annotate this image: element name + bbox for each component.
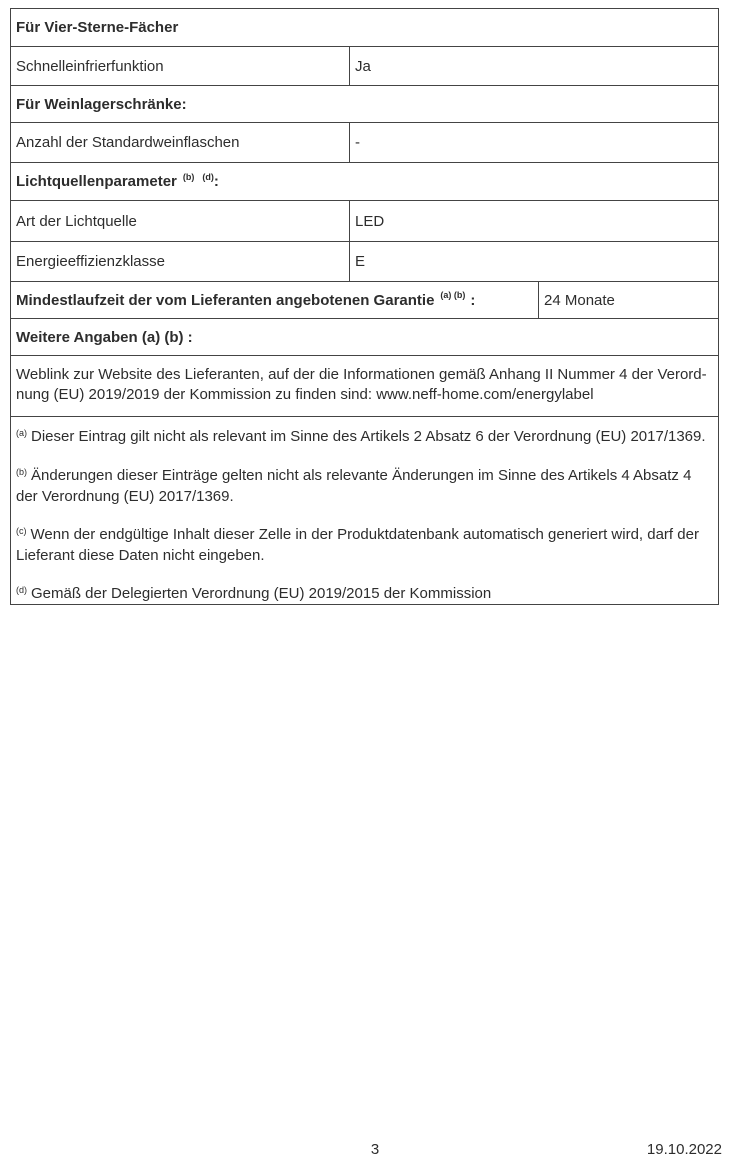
page-footer bbox=[0, 1141, 750, 1161]
table-row bbox=[11, 282, 718, 319]
row-label-colon: : bbox=[470, 291, 476, 309]
row-label: Art der Lichtquelle bbox=[11, 201, 350, 241]
table-row bbox=[11, 123, 718, 163]
product-data-table bbox=[10, 8, 719, 605]
row-value: E bbox=[355, 253, 366, 270]
table-row-footnotes bbox=[11, 417, 718, 604]
table-row-text bbox=[11, 356, 718, 417]
footnote bbox=[16, 584, 710, 605]
page-number: 3 bbox=[370, 1141, 380, 1158]
row-label-text: Mindestlaufzeit der vom Lieferanten angebotenen Garantie bbox=[16, 291, 435, 309]
row-label: Schnelleinfrierfunktion bbox=[11, 47, 350, 85]
row-label: Energieeffizienzklasse bbox=[11, 242, 350, 281]
footnote-marker: (b) bbox=[16, 467, 27, 477]
table-row bbox=[11, 47, 718, 86]
footnote-marker: (d) bbox=[16, 585, 27, 595]
footer-date: 19.10.2022 bbox=[646, 1141, 722, 1158]
footnote-text: Dieser Eintrag gilt nicht als relevant im Sinne des Artikels 2 Absatz 6 der Verordnung (EU) 2017/1369. bbox=[31, 428, 706, 445]
footnote-ref: (d) bbox=[202, 171, 214, 182]
table-row-section bbox=[11, 9, 718, 47]
table-row bbox=[11, 242, 718, 282]
footnote-text: Wenn der endgültige Inhalt dieser Zelle in der Produktdatenbank automatisch generiert wird, darf der Lieferant diese Daten nicht eingeben. bbox=[16, 526, 699, 564]
footnote bbox=[16, 466, 710, 507]
footnote bbox=[16, 525, 710, 566]
row-value: 24 Monate bbox=[544, 291, 615, 309]
row-label: Anzahl der Standardweinflaschen bbox=[11, 123, 350, 162]
footnote bbox=[16, 427, 710, 448]
section-header-colon: : bbox=[213, 173, 219, 190]
section-header: Für Vier-Sterne-Fächer bbox=[16, 19, 179, 36]
footnote-marker: (c) bbox=[16, 526, 27, 536]
table-row-section bbox=[11, 163, 718, 201]
weblink-paragraph: Weblink zur Website des Lieferanten, auf der die Informationen gemäß Anhang II Nummer 4 der Verordnung (EU) 2019/2019 der Kommission zu finden sind: www.neff-home.com/energylabel bbox=[16, 366, 707, 403]
table-row bbox=[11, 201, 718, 242]
footnote-ref: (a) (b) bbox=[440, 290, 466, 300]
row-value: - bbox=[355, 134, 360, 151]
footnote-ref: (b) bbox=[182, 171, 195, 182]
row-value: LED bbox=[355, 212, 385, 230]
section-header bbox=[11, 163, 718, 200]
footnote-marker: (a) bbox=[16, 428, 27, 438]
table-row-section bbox=[11, 319, 718, 356]
section-header: Weitere Angaben (a) (b) : bbox=[16, 328, 193, 346]
row-value: Ja bbox=[355, 57, 371, 75]
section-header: Für Weinlagerschränke: bbox=[16, 95, 187, 113]
footnotes-cell bbox=[11, 417, 718, 604]
footnote-text: Änderungen dieser Einträge gelten nicht als relevante Änderungen im Sinne des Artikels 4 Absatz 4 der Verordnung (EU) 2017/1369. bbox=[16, 467, 692, 505]
footnote-text: Gemäß der Delegierten Verordnung (EU) 2019/2015 der Kommission bbox=[31, 585, 492, 602]
table-row-section bbox=[11, 86, 718, 123]
row-label bbox=[11, 282, 539, 318]
section-header-label: Lichtquellenparameter bbox=[16, 173, 177, 190]
